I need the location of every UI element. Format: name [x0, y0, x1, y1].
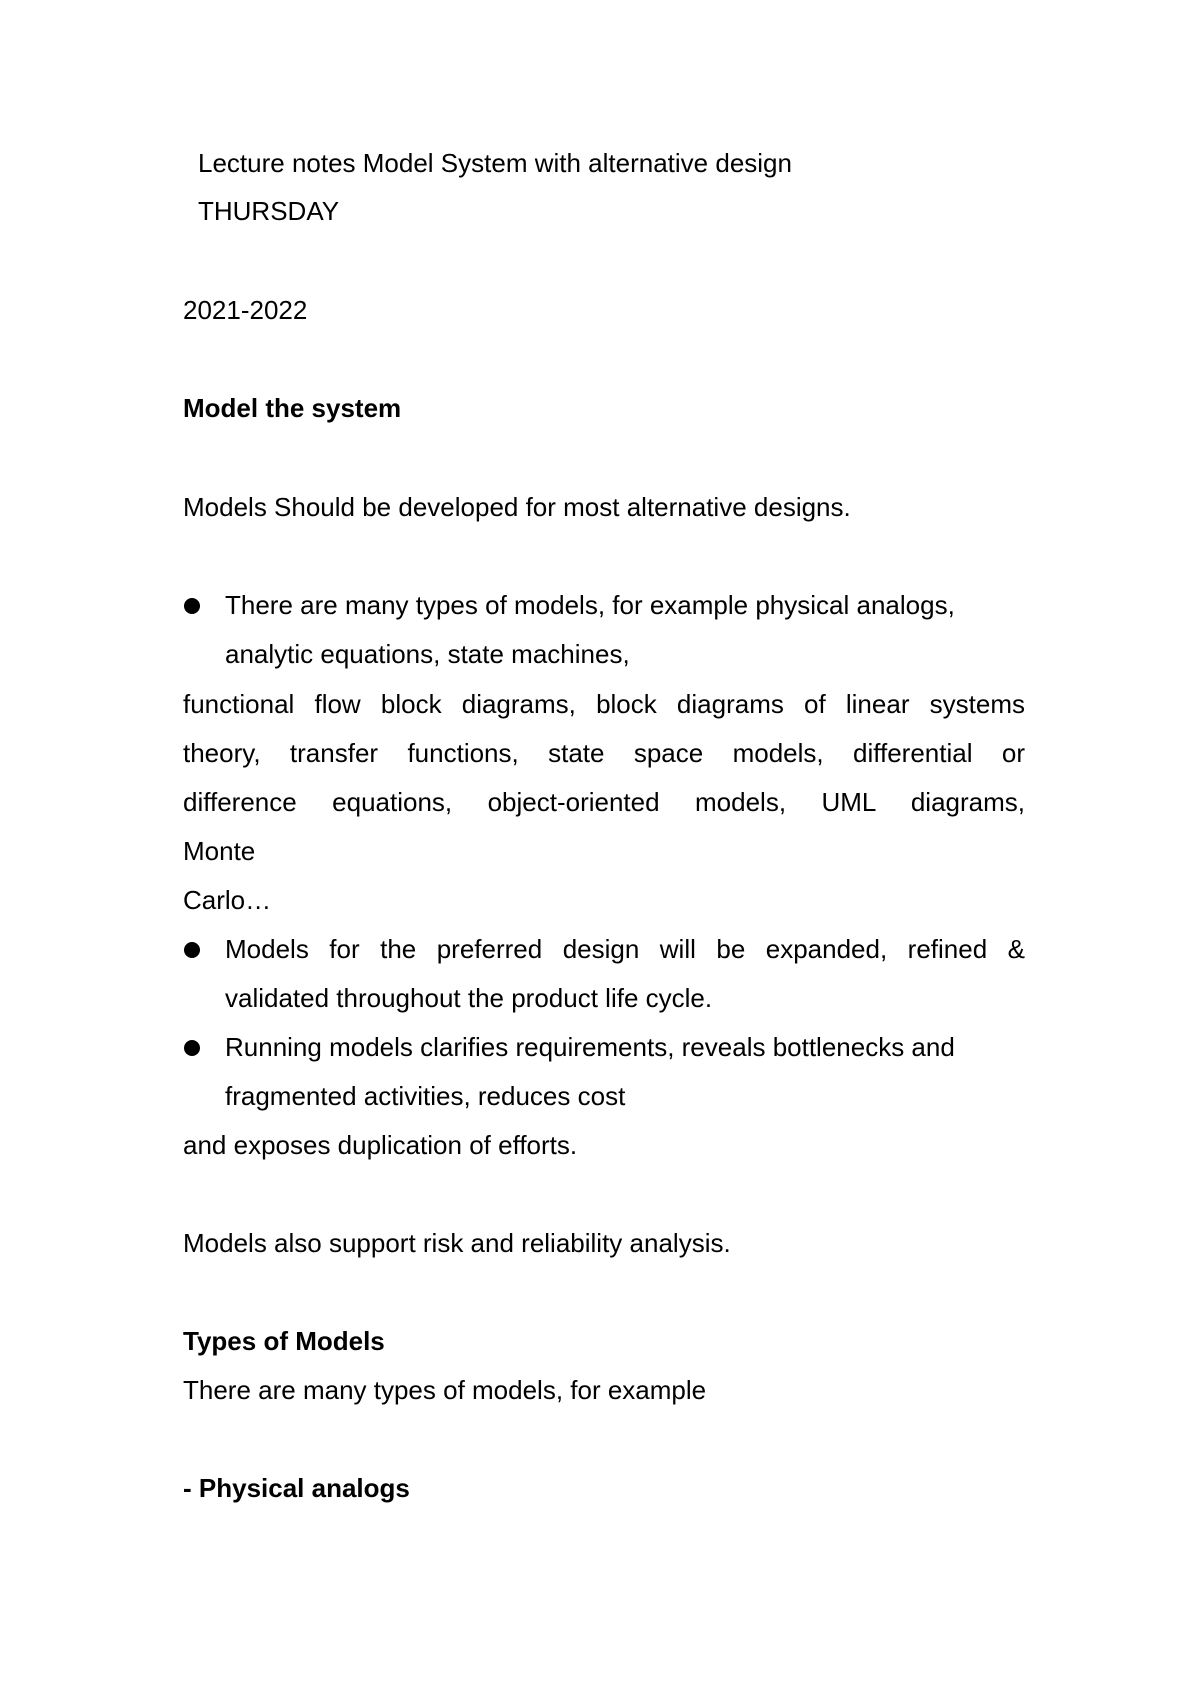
bullet-2-line-1: Models for the preferred design will be expanded, refined & — [225, 934, 1025, 964]
intro-paragraph: Models Should be developed for most alternative designs. — [183, 492, 851, 522]
para-line-2: theory, transfer functions, state space models, differential or — [183, 738, 1025, 768]
continuation-line: and exposes duplication of efforts. — [183, 1130, 578, 1160]
bullet-dot-icon — [184, 942, 200, 958]
list-item-physical-analogs: - Physical analogs — [183, 1473, 410, 1503]
day-label: THURSDAY — [198, 196, 340, 226]
types-intro: There are many types of models, for example — [183, 1375, 707, 1405]
section-heading-model-the-system: Model the system — [183, 393, 402, 423]
para-line-1: functional flow block diagrams, block diagrams of linear systems — [183, 689, 1025, 719]
para-line-4: Monte — [183, 836, 256, 866]
bullet-3-line-2: fragmented activities, reduces cost — [225, 1081, 626, 1111]
document-title: Lecture notes Model System with alternative design — [198, 148, 792, 178]
bullet-dot-icon — [184, 598, 200, 614]
bullet-1-line-2: analytic equations, state machines, — [225, 639, 630, 669]
para-line-5: Carlo… — [183, 885, 272, 915]
academic-year: 2021-2022 — [183, 295, 308, 325]
para-line-3: difference equations, object-oriented models, UML diagrams, — [183, 787, 1025, 817]
bullet-3-line-1: Running models clarifies requirements, reveals bottlenecks and — [225, 1032, 955, 1062]
section-heading-types-of-models: Types of Models — [183, 1326, 385, 1356]
support-paragraph: Models also support risk and reliability analysis. — [183, 1228, 731, 1258]
bullet-2-line-2: validated throughout the product life cycle. — [225, 983, 713, 1013]
bullet-dot-icon — [184, 1040, 200, 1056]
bullet-1-line-1: There are many types of models, for example physical analogs, — [225, 590, 955, 620]
